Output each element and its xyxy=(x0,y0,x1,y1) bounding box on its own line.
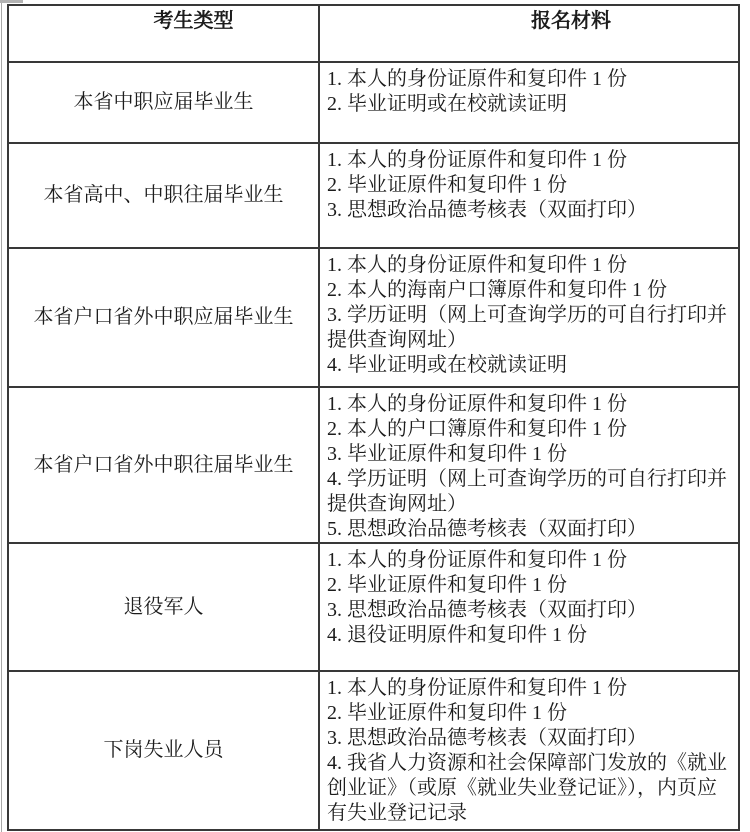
material-item: 2. 本人的海南户口簿原件和复印件 1 份 xyxy=(327,279,667,301)
header-candidate-type: 考生类型 xyxy=(8,5,319,62)
material-item: 5. 思想政治品德考核表（双面打印） xyxy=(327,518,647,540)
material-item: 4. 退役证明原件和复印件 1 份 xyxy=(327,624,587,646)
material-item: 4. 我省人力资源和社会保障部门发放的《就业创业证》（或原《就业失业登记证》），内页应有失业登记记录 xyxy=(327,752,727,824)
material-item: 3. 学历证明（网上可查询学历的可自行打印并提供查询网址） xyxy=(327,304,727,351)
table-row xyxy=(8,387,739,543)
table-row xyxy=(8,543,739,671)
material-item: 1. 本人的身份证原件和复印件 1 份 xyxy=(327,149,627,171)
material-item: 1. 本人的身份证原件和复印件 1 份 xyxy=(327,393,627,415)
material-item: 2. 毕业证明或在校就读证明 xyxy=(327,93,567,115)
materials-cell xyxy=(319,543,739,671)
materials-cell xyxy=(319,248,739,387)
material-item: 3. 思想政治品德考核表（双面打印） xyxy=(327,727,647,749)
material-item: 3. 思想政治品德考核表（双面打印） xyxy=(327,199,647,221)
registration-materials-table xyxy=(7,4,740,831)
candidate-type-cell: 退役军人 xyxy=(8,543,319,671)
material-item: 2. 毕业证原件和复印件 1 份 xyxy=(327,174,567,196)
material-item: 1. 本人的身份证原件和复印件 1 份 xyxy=(327,254,627,276)
materials-cell xyxy=(319,143,739,248)
table-header-row xyxy=(8,5,739,62)
screenshot-corner-artifact xyxy=(0,0,23,3)
candidate-type-cell: 下岗失业人员 xyxy=(8,671,319,830)
material-item: 2. 本人的户口簿原件和复印件 1 份 xyxy=(327,418,627,440)
table-row xyxy=(8,248,739,387)
candidate-type-cell: 本省中职应届毕业生 xyxy=(8,62,319,143)
materials-cell xyxy=(319,62,739,143)
material-item: 2. 毕业证原件和复印件 1 份 xyxy=(327,574,567,596)
material-item: 1. 本人的身份证原件和复印件 1 份 xyxy=(327,677,627,699)
materials-cell xyxy=(319,671,739,830)
table-row xyxy=(8,62,739,143)
table-row xyxy=(8,671,739,830)
table-row xyxy=(8,143,739,248)
candidate-type-cell: 本省高中、中职往届毕业生 xyxy=(8,143,319,248)
material-item: 4. 学历证明（网上可查询学历的可自行打印并提供查询网址） xyxy=(327,468,727,515)
header-registration-materials: 报名材料 xyxy=(319,5,739,62)
material-item: 3. 毕业证原件和复印件 1 份 xyxy=(327,443,567,465)
page-edge-line xyxy=(1,0,2,832)
material-item: 1. 本人的身份证原件和复印件 1 份 xyxy=(327,68,627,90)
material-item: 1. 本人的身份证原件和复印件 1 份 xyxy=(327,549,627,571)
material-item: 4. 毕业证明或在校就读证明 xyxy=(327,354,567,376)
materials-cell xyxy=(319,387,739,543)
candidate-type-cell: 本省户口省外中职往届毕业生 xyxy=(8,387,319,543)
candidate-type-cell: 本省户口省外中职应届毕业生 xyxy=(8,248,319,387)
material-item: 2. 毕业证原件和复印件 1 份 xyxy=(327,702,567,724)
material-item: 3. 思想政治品德考核表（双面打印） xyxy=(327,599,647,621)
